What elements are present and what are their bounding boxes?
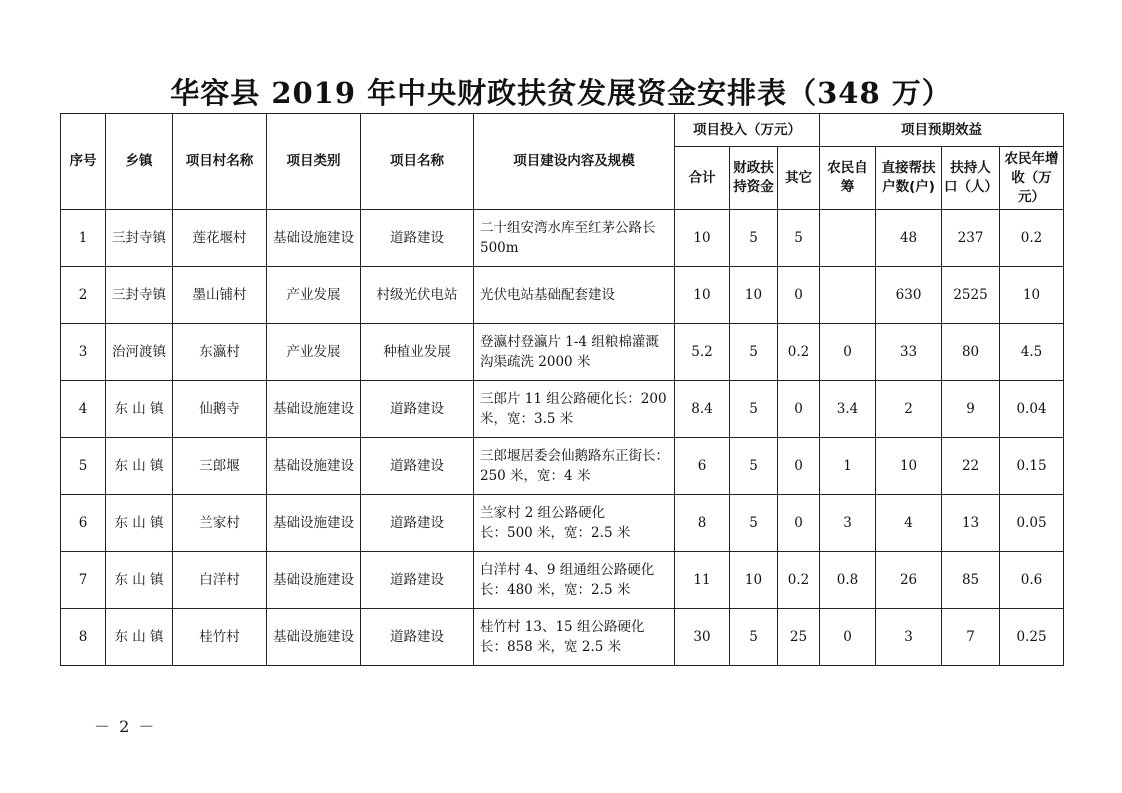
cell-population: 22: [942, 438, 1000, 495]
header-benefit-group: 项目预期效益: [820, 114, 1064, 147]
header-town: 乡镇: [106, 114, 173, 210]
cell-town: 东 山 镇: [106, 552, 173, 609]
cell-category: 基础设施建设: [267, 438, 361, 495]
cell-households: 3: [876, 609, 942, 666]
cell-project-name: 道路建设: [361, 609, 474, 666]
cell-content: 登瀛村登瀛片 1-4 组粮棉灌溉沟渠疏洗 2000 米: [474, 324, 675, 381]
table-row: [61, 438, 1064, 495]
cell-households: 26: [876, 552, 942, 609]
cell-income: 10: [1000, 267, 1064, 324]
cell-income: 0.25: [1000, 609, 1064, 666]
cell-category: 产业发展: [267, 267, 361, 324]
cell-population: 85: [942, 552, 1000, 609]
cell-self-raised: [820, 267, 876, 324]
cell-seq: 6: [61, 495, 106, 552]
cell-seq: 8: [61, 609, 106, 666]
header-self-raised: 农民自筹: [820, 147, 876, 210]
cell-other: 0: [778, 438, 820, 495]
cell-category: 基础设施建设: [267, 210, 361, 267]
header-investment-group: 项目投入（万元）: [675, 114, 820, 147]
cell-population: 9: [942, 381, 1000, 438]
cell-population: 237: [942, 210, 1000, 267]
cell-households: 33: [876, 324, 942, 381]
cell-category: 基础设施建设: [267, 495, 361, 552]
cell-content: 二十组安湾水库至红茅公路长 500m: [474, 210, 675, 267]
page-title: 华容县 2019 年中央财政扶贫发展资金安排表（348 万）: [170, 76, 952, 110]
cell-self-raised: 0.8: [820, 552, 876, 609]
table-header: [61, 114, 1064, 210]
cell-income: 0.2: [1000, 210, 1064, 267]
header-seq: 序号: [61, 114, 106, 210]
cell-category: 基础设施建设: [267, 381, 361, 438]
cell-other: 0: [778, 381, 820, 438]
cell-content: 光伏电站基础配套建设: [474, 267, 675, 324]
header-content: 项目建设内容及规模: [474, 114, 675, 210]
cell-town: 治河渡镇: [106, 324, 173, 381]
cell-households: 630: [876, 267, 942, 324]
header-other: 其它: [778, 147, 820, 210]
cell-self-raised: 3.4: [820, 381, 876, 438]
cell-village: 仙鹅寺: [173, 381, 267, 438]
table-row: [61, 552, 1064, 609]
cell-fiscal: 10: [730, 267, 778, 324]
cell-fiscal: 5: [730, 324, 778, 381]
table-row: [61, 495, 1064, 552]
cell-households: 4: [876, 495, 942, 552]
table-row: [61, 381, 1064, 438]
cell-village: 白洋村: [173, 552, 267, 609]
cell-town: 东 山 镇: [106, 609, 173, 666]
cell-population: 80: [942, 324, 1000, 381]
header-village: 项目村名称: [173, 114, 267, 210]
cell-income: 0.6: [1000, 552, 1064, 609]
cell-self-raised: [820, 210, 876, 267]
cell-village: 三郎堰: [173, 438, 267, 495]
cell-project-name: 道路建设: [361, 552, 474, 609]
cell-town: 东 山 镇: [106, 438, 173, 495]
cell-content: 兰家村 2 组公路硬化 长：500 米，宽：2.5 米: [474, 495, 675, 552]
cell-self-raised: 0: [820, 609, 876, 666]
cell-fiscal: 10: [730, 552, 778, 609]
cell-project-name: 道路建设: [361, 495, 474, 552]
cell-self-raised: 0: [820, 324, 876, 381]
cell-project-name: 种植业发展: [361, 324, 474, 381]
cell-total: 10: [675, 210, 730, 267]
cell-total: 8: [675, 495, 730, 552]
cell-fiscal: 5: [730, 609, 778, 666]
cell-content: 白洋村 4、9 组通组公路硬化长：480 米，宽：2.5 米: [474, 552, 675, 609]
cell-category: 基础设施建设: [267, 552, 361, 609]
cell-seq: 2: [61, 267, 106, 324]
cell-fiscal: 5: [730, 381, 778, 438]
cell-other: 25: [778, 609, 820, 666]
funding-table: [60, 113, 1064, 666]
cell-fiscal: 5: [730, 438, 778, 495]
cell-village: 桂竹村: [173, 609, 267, 666]
cell-other: 0.2: [778, 552, 820, 609]
cell-households: 2: [876, 381, 942, 438]
cell-village: 墨山铺村: [173, 267, 267, 324]
table-row: [61, 267, 1064, 324]
cell-town: 三封寺镇: [106, 210, 173, 267]
header-households: 直接帮扶户数(户): [876, 147, 942, 210]
cell-village: 兰家村: [173, 495, 267, 552]
header-project-name: 项目名称: [361, 114, 474, 210]
header-category: 项目类别: [267, 114, 361, 210]
cell-project-name: 道路建设: [361, 438, 474, 495]
cell-project-name: 道路建设: [361, 381, 474, 438]
cell-seq: 5: [61, 438, 106, 495]
cell-project-name: 道路建设: [361, 210, 474, 267]
page-number: － 2 －: [94, 717, 157, 736]
cell-self-raised: 1: [820, 438, 876, 495]
cell-other: 0.2: [778, 324, 820, 381]
cell-seq: 1: [61, 210, 106, 267]
cell-total: 11: [675, 552, 730, 609]
cell-town: 东 山 镇: [106, 495, 173, 552]
cell-income: 4.5: [1000, 324, 1064, 381]
cell-village: 莲花堰村: [173, 210, 267, 267]
cell-total: 5.2: [675, 324, 730, 381]
cell-households: 10: [876, 438, 942, 495]
cell-households: 48: [876, 210, 942, 267]
cell-content: 桂竹村 13、15 组公路硬化 长：858 米，宽 2.5 米: [474, 609, 675, 666]
cell-fiscal: 5: [730, 495, 778, 552]
header-population: 扶持人口（人）: [942, 147, 1000, 210]
table-row: [61, 609, 1064, 666]
cell-population: 7: [942, 609, 1000, 666]
cell-project-name: 村级光伏电站: [361, 267, 474, 324]
cell-total: 10: [675, 267, 730, 324]
cell-total: 8.4: [675, 381, 730, 438]
cell-town: 三封寺镇: [106, 267, 173, 324]
cell-category: 产业发展: [267, 324, 361, 381]
table-row: [61, 324, 1064, 381]
cell-seq: 7: [61, 552, 106, 609]
cell-other: 0: [778, 267, 820, 324]
table-body: [61, 210, 1064, 666]
cell-content: 三郎片 11 组公路硬化长：200 米，宽：3.5 米: [474, 381, 675, 438]
cell-seq: 4: [61, 381, 106, 438]
cell-village: 东瀛村: [173, 324, 267, 381]
cell-seq: 3: [61, 324, 106, 381]
table-row: [61, 210, 1064, 267]
cell-category: 基础设施建设: [267, 609, 361, 666]
cell-town: 东 山 镇: [106, 381, 173, 438]
header-total: 合计: [675, 147, 730, 210]
header-income: 农民年增收（万元）: [1000, 147, 1064, 210]
cell-other: 5: [778, 210, 820, 267]
cell-income: 0.15: [1000, 438, 1064, 495]
cell-fiscal: 5: [730, 210, 778, 267]
cell-total: 30: [675, 609, 730, 666]
cell-population: 2525: [942, 267, 1000, 324]
cell-population: 13: [942, 495, 1000, 552]
cell-total: 6: [675, 438, 730, 495]
cell-self-raised: 3: [820, 495, 876, 552]
cell-content: 三郎堰居委会仙鹅路东正街长：250 米，宽：4 米: [474, 438, 675, 495]
cell-income: 0.05: [1000, 495, 1064, 552]
header-fiscal: 财政扶持资金: [730, 147, 778, 210]
cell-income: 0.04: [1000, 381, 1064, 438]
cell-other: 0: [778, 495, 820, 552]
